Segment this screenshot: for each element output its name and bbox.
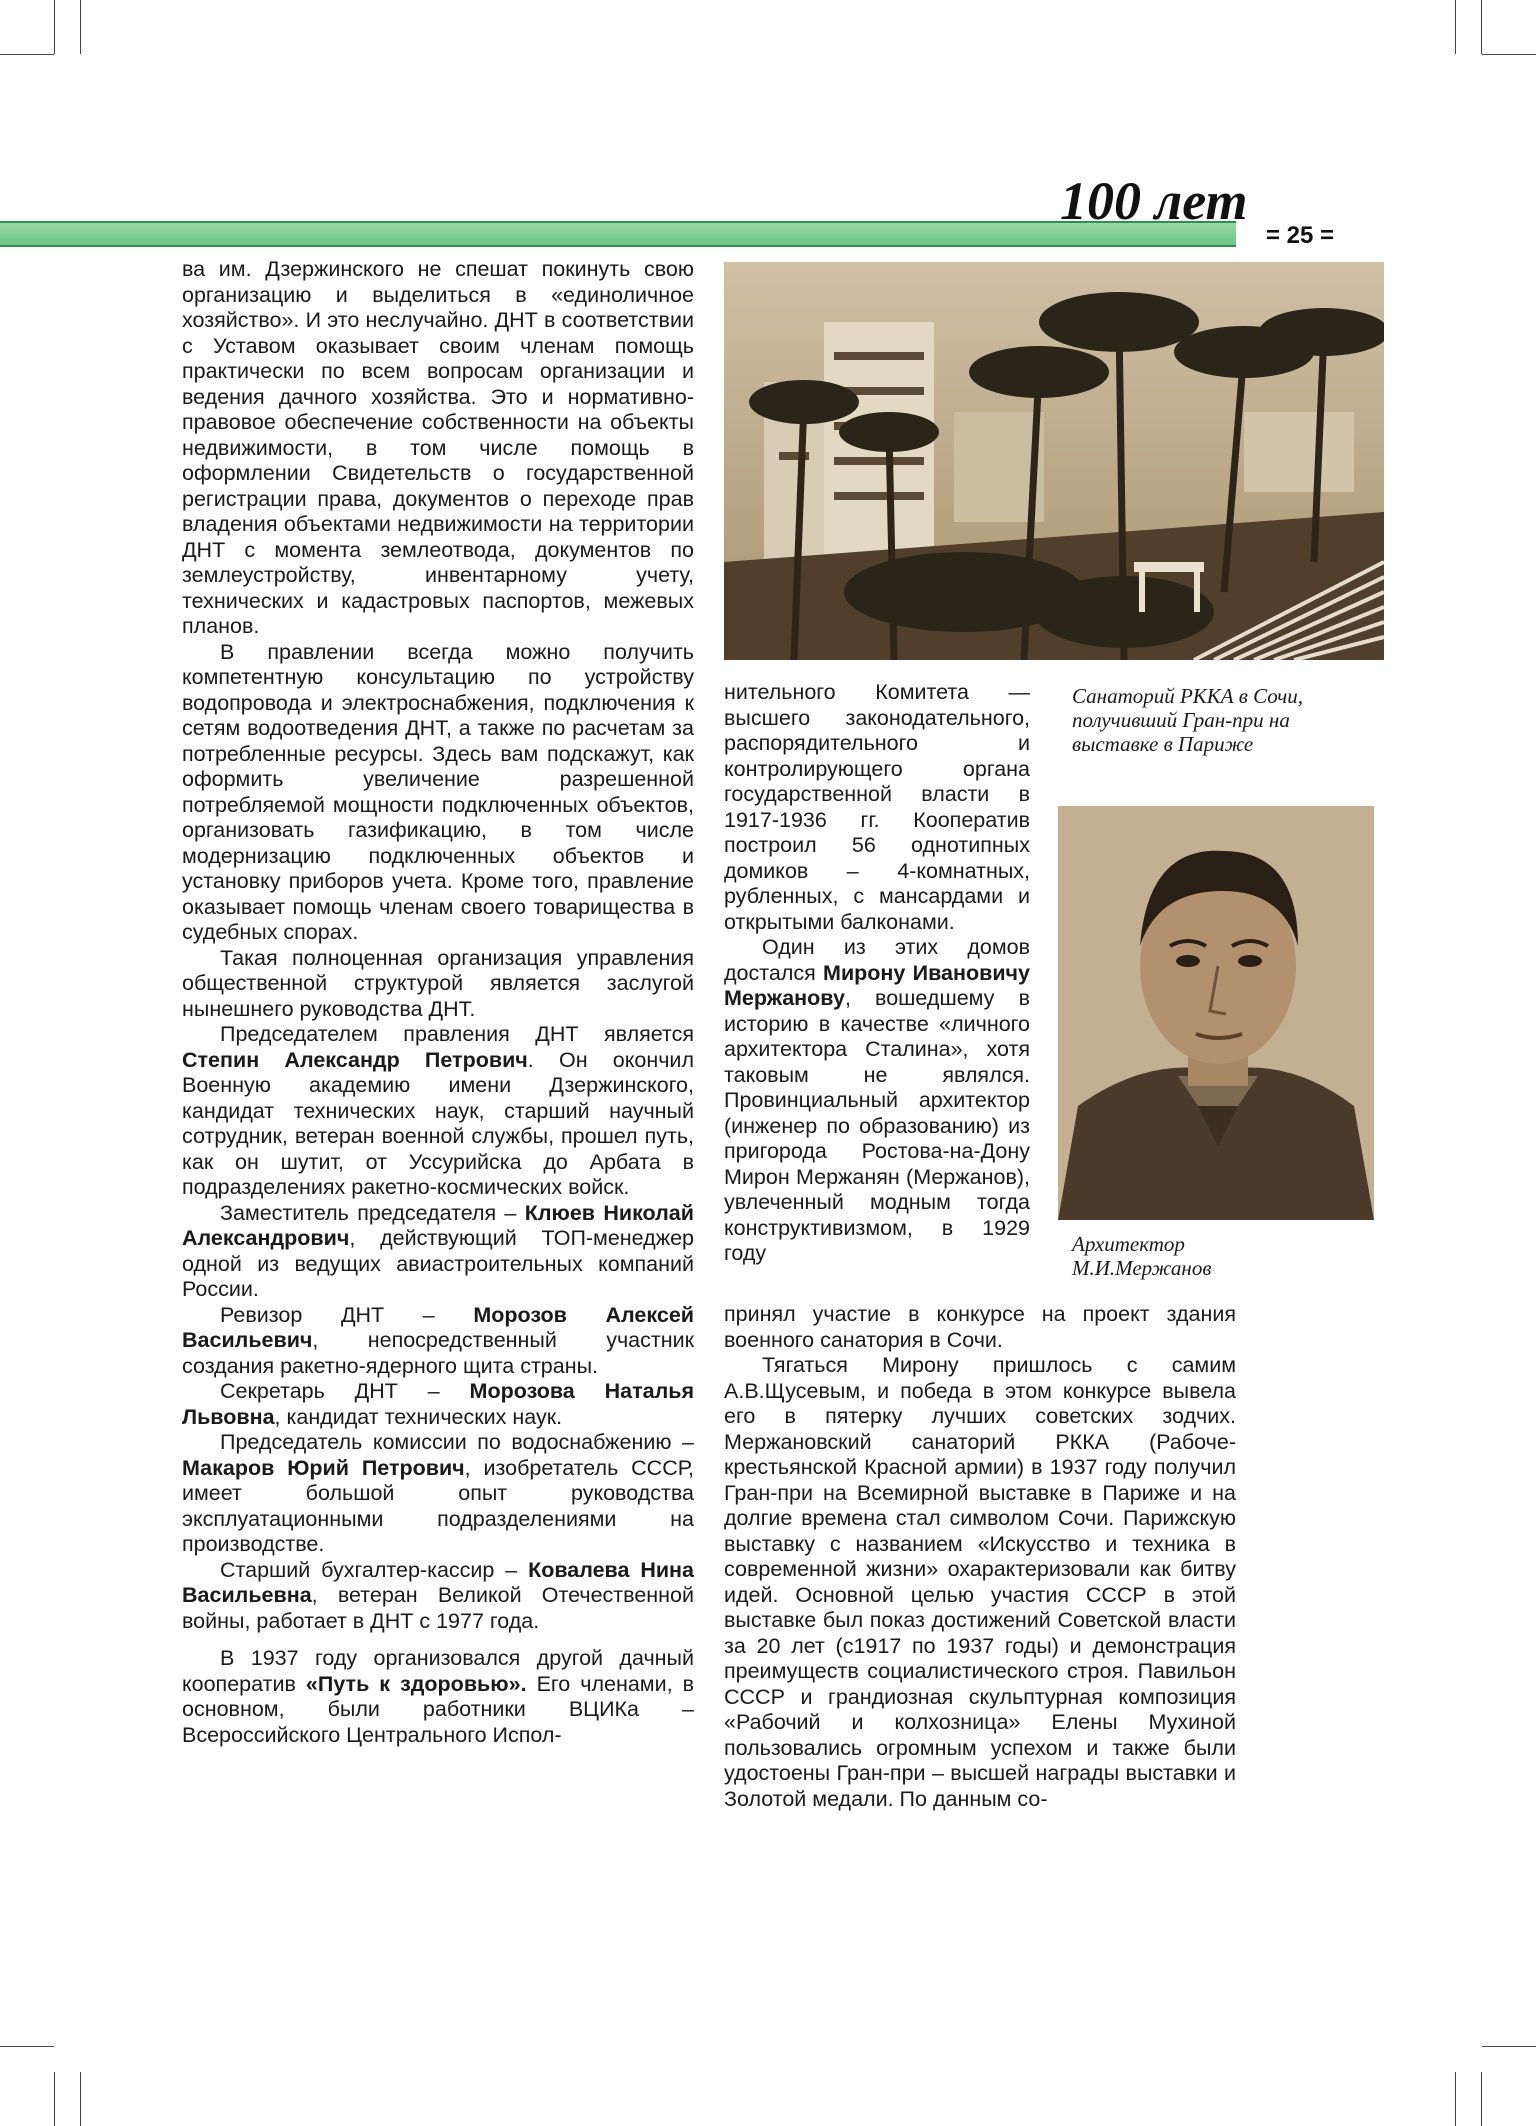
- paragraph-text: Старший бухгалтер-кассир –: [220, 1557, 529, 1582]
- left-column: [182, 257, 694, 1748]
- paragraph-text: , ветеран Великой Отечественной войны, работает в ДНТ с 1977 года.: [182, 1583, 694, 1633]
- paragraph: [724, 1353, 1236, 1812]
- paragraph-text: В правлении всегда можно получить компетентную консультацию по устройству водопровода и электроснабжения, подключения к сетям водоотведения ДНТ, а также по расчетам за потребленные ресурсы. Здесь вам подскажут, как оформить увеличение разрешенной потребляемой мощности подключенных объектов, организовать газификацию, в том числе модернизацию подключенных объектов и установку приборов учета. Кроме того, правление оказывает помощь членам своего товарищества в судебных спорах.: [182, 639, 694, 944]
- crop-mark: [54, 0, 55, 54]
- paragraph-text: Секретарь ДНТ –: [220, 1379, 470, 1403]
- paragraph: [724, 935, 1030, 1267]
- crop-mark: [1481, 0, 1482, 54]
- crop-mark: [1455, 0, 1456, 54]
- bottom-column: [724, 1302, 1236, 1812]
- paragraph-text: В 1937 году организовался другой дачный кооператив: [182, 1646, 694, 1696]
- crop-mark: [0, 54, 54, 55]
- person-name: Степин Александр Петрович: [182, 1047, 528, 1072]
- page-number: = 25 =: [1266, 222, 1335, 249]
- paragraph: [182, 1558, 694, 1635]
- crop-mark: [80, 0, 81, 54]
- crop-mark: [54, 2072, 55, 2126]
- crop-mark: [1481, 2072, 1482, 2126]
- paragraph-text: . Он окончил Военную академию имени Дзержинского, кандидат технических наук, старший научный сотрудник, ветеран военной службы, прошел путь, как он шутит, от Уссурийска до Арбата в подразделениях ракетно-космических войск.: [182, 1047, 694, 1199]
- paragraph-text: принял участие в конкурсе на проект здания военного санатория в Сочи.: [724, 1302, 1236, 1352]
- paragraph-text: Ревизор ДНТ –: [220, 1302, 474, 1327]
- person-name: Макаров Юрий Петрович: [182, 1455, 465, 1480]
- crop-mark: [1482, 2046, 1536, 2047]
- architect-caption: Архитектор М.И.Мержанов: [1072, 1232, 1212, 1280]
- crop-mark: [1455, 2072, 1456, 2126]
- person-name: Клюев Николай Александрович: [182, 1200, 694, 1250]
- paragraph-text: Председатель комиссии по водоснабжению –: [220, 1430, 694, 1454]
- sanatorium-caption: Санаторий РККА в Сочи, получивший Гран-при на выставке в Париже: [1072, 684, 1304, 756]
- paragraph-gap: [182, 1634, 694, 1646]
- paragraph: [182, 946, 694, 1023]
- paragraph-text: , непосредственный участник создания ракетно-ядерного щита страны.: [182, 1328, 694, 1378]
- paragraph: [182, 640, 694, 946]
- paragraph: [182, 1022, 694, 1201]
- person-name: Мирону Ивановичу Мержанову: [724, 960, 1030, 1010]
- person-name: «Путь к здоровью».: [305, 1671, 527, 1696]
- paragraph: [182, 257, 694, 640]
- paragraph-text: Тягаться Мирону пришлось с самим А.В.Щусевым, и победа в этом конкурсе вывела его в пятерку лучших советских зодчих. Мержановский санаторий РККА (Рабоче-крестьянской Красной армии) в 1937 году получил Гран-при на Всемирной выставке в Париже и на долгие времена стал символом Сочи. Парижскую выставку с названием «Искусство и техника в современной жизни» охарактеризовали как битву идей. Основной целью участия СССР в этой выставке был показ достижений Советской власти за 20 лет (с1917 по 1937 годы) и демонстрация преимуществ социалистического строя. Павильон СССР и грандиозная скульптурная композиция «Рабочий и колхозница» Елены Мухиной пользовались огромным успехом и также были удостоены Гран-при – высшей награды выставки и Золотой медали. По данным со-: [724, 1353, 1236, 1811]
- paragraph: [182, 1201, 694, 1303]
- section-title: 100 лет: [1060, 171, 1248, 231]
- paragraph-text: ва им. Дзержинского не спешат покинуть свою организацию и выделиться в «единоличное хозяйство». И это неслучайно. ДНТ в соответствии с Уставом оказывает своим членам помощь практически по всем вопросам организации и ведения дачного хозяйства. Это и нормативно-правовое обеспечение собственности на объекты недвижимости, в том числе помощь в оформлении Свидетельств о государственной регистрации права, документов о переходе прав владения объектами недвижимости на территории ДНТ с момента землеотвода, документов по землеустройству, инвентарному учету, технических и кадастровых паспортов, межевых планов.: [182, 257, 694, 638]
- paragraph-text: , кандидат технических наук.: [274, 1404, 563, 1429]
- person-name: Морозова Наталья Львовна: [182, 1379, 694, 1429]
- paragraph-text: Заместитель председателя –: [220, 1200, 525, 1225]
- paragraph: [182, 1430, 694, 1558]
- crop-mark: [0, 2046, 54, 2047]
- person-name: Ковалева Нина Васильевна: [182, 1557, 695, 1607]
- paragraph-text: , изобретатель СССР, имеет большой опыт руководства эксплуатационными подразделениями на производстве.: [182, 1455, 694, 1556]
- paragraph: [724, 680, 1030, 935]
- paragraph-text: Его членами, в основном, были работники ВЦИКа – Всероссийского Центрального Испол-: [182, 1671, 694, 1747]
- paragraph: [182, 1303, 694, 1380]
- paragraph-text: нительного Комитета — высшего законодательного, распорядительного и контролирующего органа государственной власти в 1917-1936 гг. Кооператив построил 56 однотипных домиков – 4-комнатных, рубленных, с мансардами и открытыми балконами.: [724, 680, 1030, 934]
- paragraph: [182, 1646, 694, 1748]
- paragraph-text: Один из этих домов достался: [724, 935, 1030, 985]
- crop-mark: [1482, 54, 1536, 55]
- paragraph-text: Такая полноценная организация управления общественной структурой является заслугой нынешнего руководства ДНТ.: [182, 945, 694, 1021]
- crop-mark: [80, 2072, 81, 2126]
- person-name: Морозов Алексей Васильевич: [182, 1302, 694, 1352]
- architect-portrait: [1058, 806, 1374, 1220]
- paragraph-text: , вошедшему в историю в качестве «личного архитектора Сталина», хотя таковым не являлся. Провинциальный архитектор (инженер по образованию) из пригорода Ростова-на-Дону Мирон Мержанян (Мержанов), увлеченный модным тогда конструктивизмом, в 1929 году: [724, 986, 1030, 1265]
- paragraph-text: Председателем правления ДНТ является: [220, 1022, 694, 1046]
- header-bar: [0, 221, 1236, 247]
- paragraph: [724, 1302, 1236, 1353]
- middle-column: [724, 680, 1030, 1267]
- paragraph: [182, 1379, 694, 1430]
- sanatorium-photo: [724, 262, 1384, 660]
- paragraph-text: , действующий ТОП-менеджер одной из ведущих авиастроительных компаний России.: [182, 1226, 694, 1301]
